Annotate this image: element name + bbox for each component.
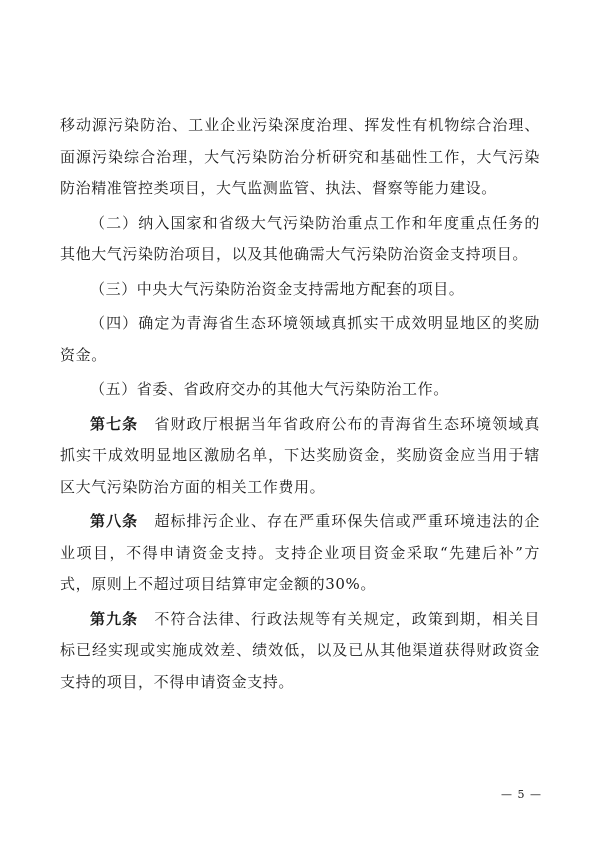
paragraph-continuation: 移动源污染防治、工业企业污染深度治理、挥发性有机物综合治理、面源污染综合治理，大气污染防治分析研究和基础性工作，大气污染防治精准管控类项目，大气监测监管、执法、督察等能力建设。 [60, 116, 540, 197]
paragraph-item-3: （三）中央大气污染防治资金支持需地方配套的项目。 [90, 279, 465, 298]
clause-text: 不符合法律、行政法规等有关规定，政策到期，相关目标已经实现或实施成效差、绩效低，以及已从其他渠道获得财政资金支持的项目，不得申请资金支持。 [60, 609, 540, 691]
clause-article-7 [60, 409, 540, 504]
paragraph-item-2: （二）纳入国家和省级大气污染防治重点工作和年度重点任务的其他大气污染防治项目，以及其他确需大气污染防治资金支持项目。 [60, 213, 540, 263]
clause-heading: 第七条 [90, 414, 139, 433]
paragraph-item-5: （五）省委、省政府交办的其他大气污染防治工作。 [90, 380, 449, 398]
clause-heading: 第八条 [90, 512, 139, 530]
page-number: — 5 — [501, 788, 542, 801]
document-body [60, 110, 540, 698]
clause-heading: 第九条 [90, 609, 139, 628]
clause-text: 省财政厅根据当年省政府公布的青海省生态环境领域真抓实干成效明显地区激励名单，下达奖励资金，奖励资金应当用于辖区大气污染防治方面的相关工作费用。 [60, 414, 540, 496]
clause-text: 超标排污企业、存在严重环保失信或严重环境违法的企业项目，不得申请资金支持。支持企业项目资金采取“先建后补”方式，原则上不超过项目结算审定金额的30%。 [60, 512, 540, 593]
clause-article-9 [60, 604, 540, 699]
clause-article-8 [60, 506, 540, 601]
paragraph-item-4: （四）确定为青海省生态环境领域真抓实干成效明显地区的奖励资金。 [60, 314, 540, 364]
